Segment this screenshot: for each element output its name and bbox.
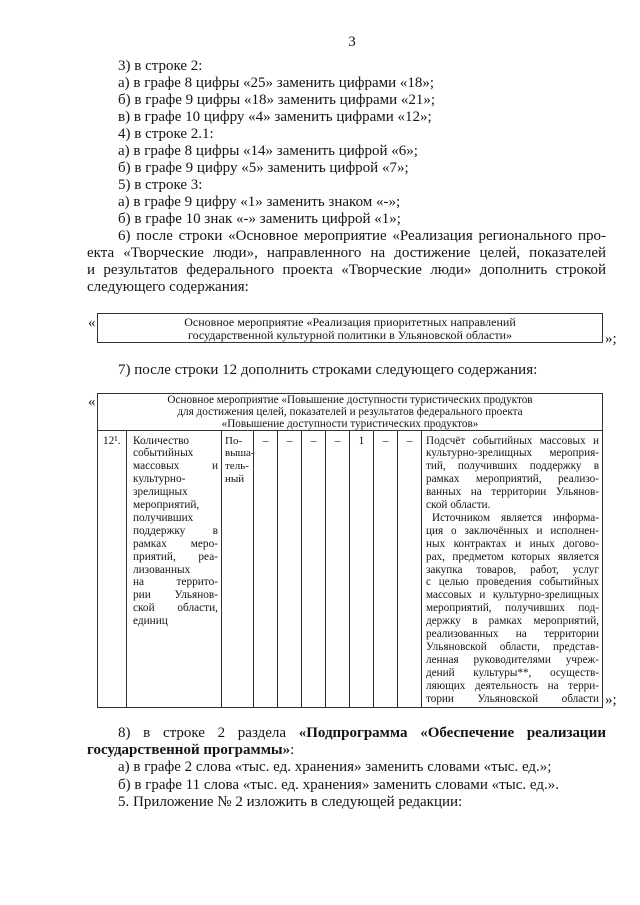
closing-quote: »; — [605, 330, 617, 347]
amendment-item: б) в графе 11 слова «тыс. ед. хранения» заменить словами «тыс. ед.». — [118, 776, 559, 793]
cell-line: культурно- — [133, 473, 186, 486]
paragraph-line — [87, 742, 606, 759]
cell-line: тель- — [225, 460, 249, 473]
amendment-heading: 5. Приложение № 2 изложить в следующей редакции: — [118, 793, 463, 810]
cell-line: Источником является информа- — [432, 511, 599, 524]
cell-line: ской области. — [426, 499, 491, 512]
cell-line: выша- — [225, 447, 255, 460]
cell-line: ция о заключённых и исполнен- — [426, 524, 599, 537]
cell-line: рамках меро- — [133, 537, 218, 550]
amendment-item: а) в графе 8 цифры «25» заменить цифрами «18»; — [118, 74, 435, 91]
cell-line: Количество — [133, 434, 189, 447]
page-number: 3 — [348, 33, 356, 50]
cell-line: дений культуры**, осуществ- — [426, 666, 599, 679]
value-cell: – — [373, 431, 397, 707]
cell-line: ных контрактах и иных догово- — [426, 537, 599, 550]
value-cell: – — [277, 431, 301, 707]
header-line: Основное мероприятие «Повышение доступности туристических продуктов — [167, 394, 533, 406]
amendment-item: б) в графе 9 цифру «5» заменить цифрой «7»; — [118, 159, 409, 176]
amendment-item: б) в графе 9 цифры «18» заменить цифрами «21»; — [118, 91, 436, 108]
amendment-item: а) в графе 9 цифру «1» заменить знаком «-»; — [118, 193, 401, 210]
table-cell-line: Основное мероприятие «Реализация приоритетных направлений — [184, 315, 516, 329]
amendment-heading: 4) в строке 2.1: — [118, 125, 214, 142]
paragraph-line — [118, 725, 606, 742]
indicator-name-cell — [126, 431, 221, 707]
paragraph-line: 6) после строки «Основное мероприятие «Реализация регионального про- — [118, 227, 606, 244]
table-row — [98, 431, 602, 707]
cell-line: мероприятий, получивших под- — [426, 602, 599, 615]
cell-line: тории Ульяновской области — [426, 692, 599, 705]
table-header-row — [98, 394, 602, 431]
cell-line: получивших — [133, 511, 194, 524]
value-cell: – — [253, 431, 277, 707]
cell-line: единиц — [133, 615, 168, 628]
cell-line: рии Ульянов- — [133, 589, 218, 602]
amendment-heading: 7) после строки 12 дополнить строками следующего содержания: — [118, 361, 538, 378]
cell-line: тий, получивших поддержку в — [426, 460, 599, 473]
cell-line: событийных — [133, 447, 194, 460]
closing-quote: »; — [605, 691, 617, 708]
value-cell: – — [301, 431, 325, 707]
cell-line: рах, предметом которых является — [426, 550, 599, 563]
cell-line: с целью проведения событийных — [426, 576, 599, 589]
cell-line: рамках мероприятий, реализо- — [426, 473, 599, 486]
table-cell-line: государственной культурной политики в Ульяновской области» — [187, 327, 513, 342]
cell-line: реализованных на территории — [426, 628, 599, 641]
amendment-heading: 3) в строке 2: — [118, 57, 203, 74]
value-cell: 1 — [349, 431, 373, 707]
amendment-heading: 5) в строке 3: — [118, 176, 203, 193]
paragraph-text: : — [290, 741, 295, 758]
cell-line: По- — [225, 434, 243, 447]
cell-line: лизованных — [133, 563, 191, 576]
cell-line: держку в рамках мероприятий, — [426, 615, 599, 628]
cell-line: ской области, — [133, 602, 218, 615]
amendment-item: а) в графе 8 цифры «14» заменить цифрой «6»; — [118, 142, 418, 159]
inserted-rows-table — [97, 393, 603, 708]
subprogram-title: «Подпрограмма «Обеспечение реализации — [298, 724, 606, 741]
cell-line: ленная руководителями учреж- — [426, 653, 599, 666]
cell-line: массовых и культурно-зрелищных — [426, 589, 599, 602]
value-cell: – — [325, 431, 349, 707]
cell-line: массовых и — [133, 460, 218, 473]
header-line: «Повышение доступности туристических продуктов» — [221, 418, 479, 430]
cell-line: ванных на территории Ульянов- — [426, 486, 599, 499]
amendment-item: б) в графе 10 знак «-» заменить цифрой «1»; — [118, 210, 401, 227]
row-number: 12¹. — [103, 434, 121, 447]
paragraph-text: 8) в строке 2 раздела — [118, 724, 287, 741]
amendment-item: а) в графе 2 слова «тыс. ед. хранения» заменить словами «тыс. ед.»; — [118, 758, 552, 775]
cell-line: мероприятий, — [133, 499, 200, 512]
cell-line: приятий, реа- — [133, 550, 218, 563]
paragraph-line: и результатов федерального проекта «Творческие люди» дополнить строкой — [87, 261, 606, 278]
cell-line: ный — [225, 473, 245, 486]
methodology-cell — [421, 431, 602, 707]
cell-line: Подсчёт событийных массовых и — [426, 434, 599, 447]
paragraph-line: следующего содержания: — [87, 278, 249, 295]
indicator-type-cell — [221, 431, 253, 707]
cell-line: культурно-зрелищных мероприя- — [426, 447, 599, 460]
cell-line: Ульяновской области, представ- — [426, 641, 599, 653]
paragraph-line: екта «Творческие люди», направленного на достижение целей, показателей — [87, 244, 606, 261]
amendment-item: в) в графе 10 цифру «4» заменить цифрами «12»; — [118, 108, 432, 125]
cell-line: ляющих деятельность на терри- — [426, 679, 599, 692]
value-cell: – — [397, 431, 421, 707]
cell-line: закупка товаров, работ, услуг — [426, 563, 599, 576]
opening-quote: « — [88, 393, 96, 410]
subprogram-title: государственной программы» — [87, 741, 291, 758]
header-line: для достижения целей, показателей и результатов федерального проекта — [177, 406, 523, 418]
cell-line: зрелищных — [133, 486, 188, 499]
opening-quote: « — [88, 314, 96, 331]
cell-line: на террито- — [133, 576, 218, 589]
inserted-row-table — [97, 313, 603, 343]
cell-line: поддержку в — [133, 524, 218, 537]
